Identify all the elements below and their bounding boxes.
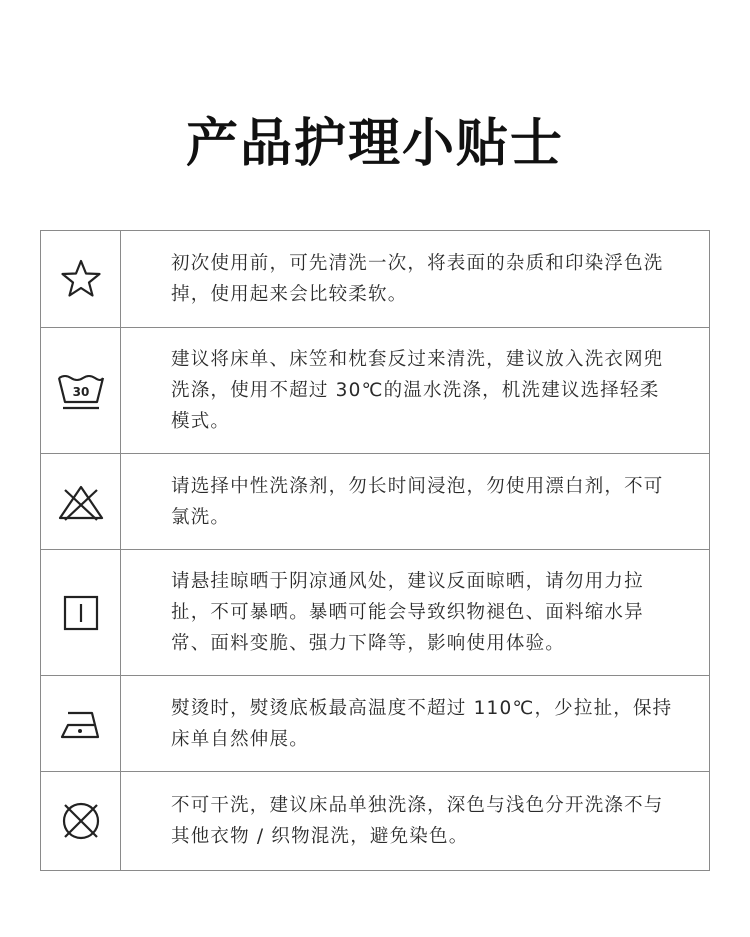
care-tip-text: 不可干洗，建议床品单独洗涤，深色与浅色分开洗涤不与其他衣物 / 织物混洗，避免染色。	[171, 795, 664, 847]
wash-30-icon	[56, 370, 106, 412]
care-tip-text: 初次使用前，可先清洗一次，将表面的杂质和印染浮色洗掉，使用起来会比较柔软。	[171, 253, 664, 305]
care-tip-row	[41, 771, 709, 870]
no-bleach-icon	[57, 482, 105, 522]
care-tip-text: 建议将床单、床笠和枕套反过来清洗，建议放入洗衣网兜洗涤，使用不超过 30℃的温水洗涤，机洗建议选择轻柔模式。	[171, 349, 664, 432]
icon-cell	[41, 550, 121, 675]
care-tip-row	[41, 675, 709, 771]
care-tip-text: 请选择中性洗涤剂，勿长时间浸泡，勿使用漂白剂，不可氯洗。	[171, 475, 664, 528]
care-tip-text: 请悬挂晾晒于阴凉通风处，建议反面晾晒，请勿用力拉扯，不可暴晒。暴晒可能会导致织物褪色、面料缩水异常、面料变脆、强力下降等，影响使用体验。	[171, 571, 644, 654]
icon-cell	[41, 772, 121, 870]
star-icon	[59, 257, 103, 301]
page-title: 产品护理小贴士	[185, 114, 564, 174]
care-tip-row	[41, 549, 709, 675]
icon-cell	[41, 676, 121, 771]
iron-low-icon	[58, 707, 104, 741]
care-tips-table	[40, 230, 710, 871]
line-dry-icon	[61, 593, 101, 633]
care-tip-row	[41, 453, 709, 549]
icon-cell	[41, 454, 121, 549]
icon-cell	[41, 231, 121, 327]
no-dry-clean-icon	[59, 799, 103, 843]
wash-temperature-label: 30	[72, 384, 89, 399]
icon-cell	[41, 328, 121, 453]
care-tip-row	[41, 231, 709, 327]
care-tip-row	[41, 327, 709, 453]
care-tip-text: 熨烫时，熨烫底板最高温度不超过 110℃，少拉扯，保持床单自然伸展。	[171, 697, 673, 750]
